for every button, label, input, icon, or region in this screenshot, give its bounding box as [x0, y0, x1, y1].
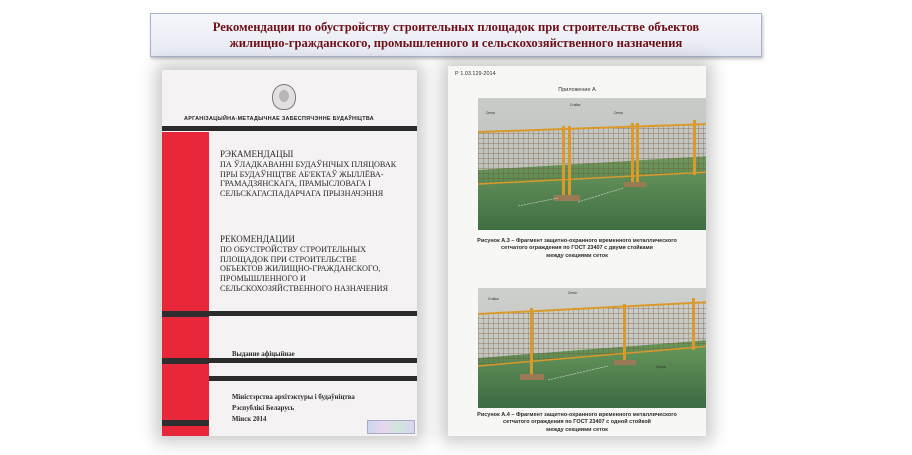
cover-title-by-line: СЕЛЬСКАГАСПАДАРЧАГА ПРЫЗНАЧЭННЯ	[220, 189, 384, 199]
cover-lower-rule	[209, 376, 417, 381]
cover-title-ru-line: ПРОМЫШЛЕННОГО И	[220, 274, 306, 284]
figure-a4-label: Опора	[656, 365, 666, 369]
hologram-sticker	[367, 420, 415, 434]
cover-title-by-line: ПРЫ БУДАЎНІЦТВЕ АБ'ЕКТАЎ ЖЫЛЛЁВА-	[220, 169, 384, 179]
cover-mid-rule	[209, 311, 417, 316]
appendix-heading: Приложение А	[558, 87, 596, 93]
cover-publisher-line: Мінск 2014	[232, 416, 267, 423]
cover-agency: АРГАНІЗАЦЫЙНА-МЕТАДЫЧНАЕ ЗАБЕСПЯЧЭННЕ БУДАЎНІЦТВА	[184, 116, 374, 122]
figure-a4-photo	[478, 288, 706, 408]
slide-title-line-2: жилищно-гражданского, промышленного и сельскохозяйственного назначения	[229, 36, 683, 50]
cover-stripe-bar	[162, 420, 209, 426]
figure-a4-label: Сетка	[568, 291, 577, 295]
cover-stripe-bar	[162, 311, 209, 317]
figure-a3-caption-line: Рисунок А.3 – Фрагмент защитно-охранного временного металлического	[477, 238, 677, 244]
cover-publisher-line: Рэспублікі Беларусь	[232, 405, 295, 412]
cover-mid-rule	[209, 358, 417, 363]
cover-title-by-line: ГРАМАДЗЯНСКАГА, ПРАМЫСЛОВАГА І	[220, 179, 371, 189]
figure-a4-caption	[448, 412, 706, 434]
cover-title-ru-line: СЕЛЬСКОХОЗЯЙСТВЕННОГО НАЗНАЧЕНИЯ	[220, 283, 389, 293]
figure-a3-caption-line: сетчатого ограждения по ГОСТ 23407 с двумя стойками	[501, 245, 653, 252]
page-doc-number: Р 1.03.129-2014	[455, 71, 496, 77]
cover-title-russian	[220, 235, 415, 294]
cover-title-by-line: РЭКАМЕНДАЦЫІ	[220, 149, 294, 159]
cover-edition: Выданне афіцыйнае	[232, 351, 295, 358]
cover-title-belarusian	[220, 150, 415, 199]
document-cover	[162, 70, 417, 436]
cover-title-by-line: ПА ЎЛАДКАВАННІ БУДАЎНІЧЫХ ПЛЯЦОВАК	[220, 159, 397, 169]
cover-title-ru-line: ПЛОЩАДОК ПРИ СТРОИТЕЛЬСТВЕ	[220, 254, 357, 264]
figure-a4-caption-line: Рисунок А.4 – Фрагмент защитно-охранного временного металлического	[477, 412, 677, 418]
figure-a3-caption	[448, 238, 706, 260]
cover-title-ru-line: ОБЪЕКТОВ ЖИЛИЩНО-ГРАЖДАНСКОГО,	[220, 264, 381, 274]
cover-publisher-line: Міністэрства архітэктуры і будаўніцтва	[232, 394, 355, 401]
appendix-page	[448, 66, 706, 436]
cover-title-ru-line: ПО ОБУСТРОЙСТВУ СТРОИТЕЛЬНЫХ	[220, 244, 367, 254]
cover-red-stripe	[162, 132, 209, 436]
figure-a4-caption-line: сетчатого ограждения по ГОСТ 23407 с одной стойкой	[503, 419, 651, 426]
figure-a4-label: Стойка	[488, 297, 499, 301]
figure-a3-photo	[478, 98, 706, 230]
figure-a4-caption-line: между секциями сеток	[546, 426, 608, 433]
figure-a3-caption-line: между секциями сеток	[546, 252, 608, 259]
slide-title-banner	[150, 13, 762, 57]
cover-stripe-bar	[162, 358, 209, 364]
cover-title-ru-line: РЕКОМЕНДАЦИИ	[220, 234, 295, 244]
figure-a3-label: Сетка	[614, 111, 623, 115]
coat-of-arms-icon	[272, 84, 296, 110]
cover-top-rule	[162, 126, 417, 131]
figure-a3-label: Стойки	[570, 103, 581, 107]
slide-title-line-1: Рекомендации по обустройству строительных площадок при строительстве объектов	[212, 20, 700, 34]
figure-a3-label: Сетка	[486, 111, 495, 115]
